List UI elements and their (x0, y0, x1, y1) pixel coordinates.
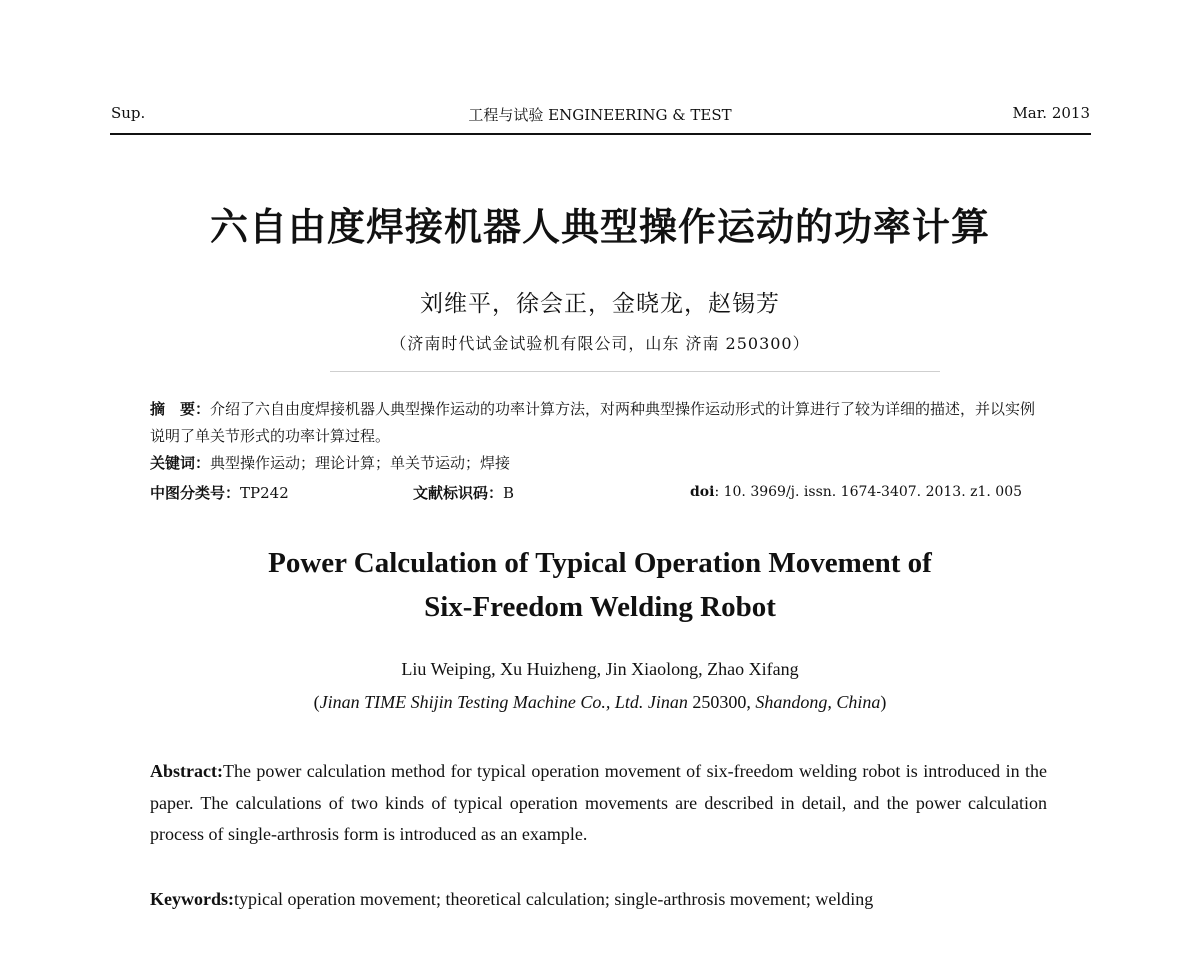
english-affiliation (0, 692, 1200, 713)
document-code (413, 482, 514, 503)
english-keywords-label: Keywords: (150, 889, 234, 909)
chinese-keywords (150, 452, 510, 473)
english-title-line-1: Power Calculation of Typical Operation Movement of (268, 547, 932, 579)
english-keywords (150, 884, 1047, 916)
doi-value: : 10. 3969/j. issn. 1674-3407. 2013. z1. 005 (714, 484, 1023, 500)
affil-close-paren: ) (880, 692, 887, 712)
english-abstract (150, 756, 1047, 851)
running-header-left: Sup. (111, 104, 146, 122)
running-header-journal: 工程与试验 ENGINEERING & TEST (468, 106, 732, 124)
chinese-affiliation: （济南时代试金试验机有限公司，山东 济南 250300） (390, 334, 810, 353)
doi (690, 484, 1022, 500)
classification-value: TP242 (240, 484, 289, 502)
chinese-abstract (150, 396, 1050, 450)
affil-company: Jinan TIME Shijin Testing Machine Co., Ltd. Jinan (319, 692, 688, 712)
classification-number (150, 482, 289, 503)
english-title (0, 541, 1200, 629)
divider (330, 371, 940, 372)
running-header-date: Mar. 2013 (1012, 104, 1090, 122)
affil-region: Shandong, China (755, 692, 881, 712)
affil-open-paren: ( (313, 692, 320, 712)
english-title-line-2: Six-Freedom Welding Robot (424, 591, 776, 623)
doi-label: doi (690, 484, 715, 500)
chinese-authors: 刘维平，徐会正，金晓龙，赵锡芳 (420, 291, 780, 317)
chinese-keywords-label: 关键词： (150, 454, 211, 472)
chinese-keywords-text: 典型操作运动；理论计算；单关节运动；焊接 (210, 454, 511, 472)
header-rule (110, 133, 1091, 135)
classification-label: 中图分类号： (150, 484, 241, 502)
english-abstract-text: The power calculation method for typical operation movement of six-freedom welding robot is introduced in the paper. The calculations of two kinds of typical operation movements are described in detail, and the power calculation process of single-arthrosis form is introduced as an example. (150, 761, 1047, 844)
affil-postcode: 250300, (687, 692, 756, 712)
chinese-title: 六自由度焊接机器人典型操作运动的功率计算 (209, 205, 990, 249)
chinese-abstract-label: 摘 要： (150, 400, 211, 418)
document-code-label: 文献标识码： (413, 484, 504, 502)
english-keywords-text: typical operation movement; theoretical calculation; single-arthrosis movement; welding (234, 889, 874, 909)
english-abstract-label: Abstract: (150, 761, 223, 781)
english-authors: Liu Weiping, Xu Huizheng, Jin Xiaolong, Zhao Xifang (401, 659, 799, 679)
document-code-value: B (503, 484, 515, 502)
chinese-abstract-text: 介绍了六自由度焊接机器人典型操作运动的功率计算方法，对两种典型操作运动形式的计算进行了较为详细的描述，并以实例说明了单关节形式的功率计算过程。 (150, 400, 1036, 445)
